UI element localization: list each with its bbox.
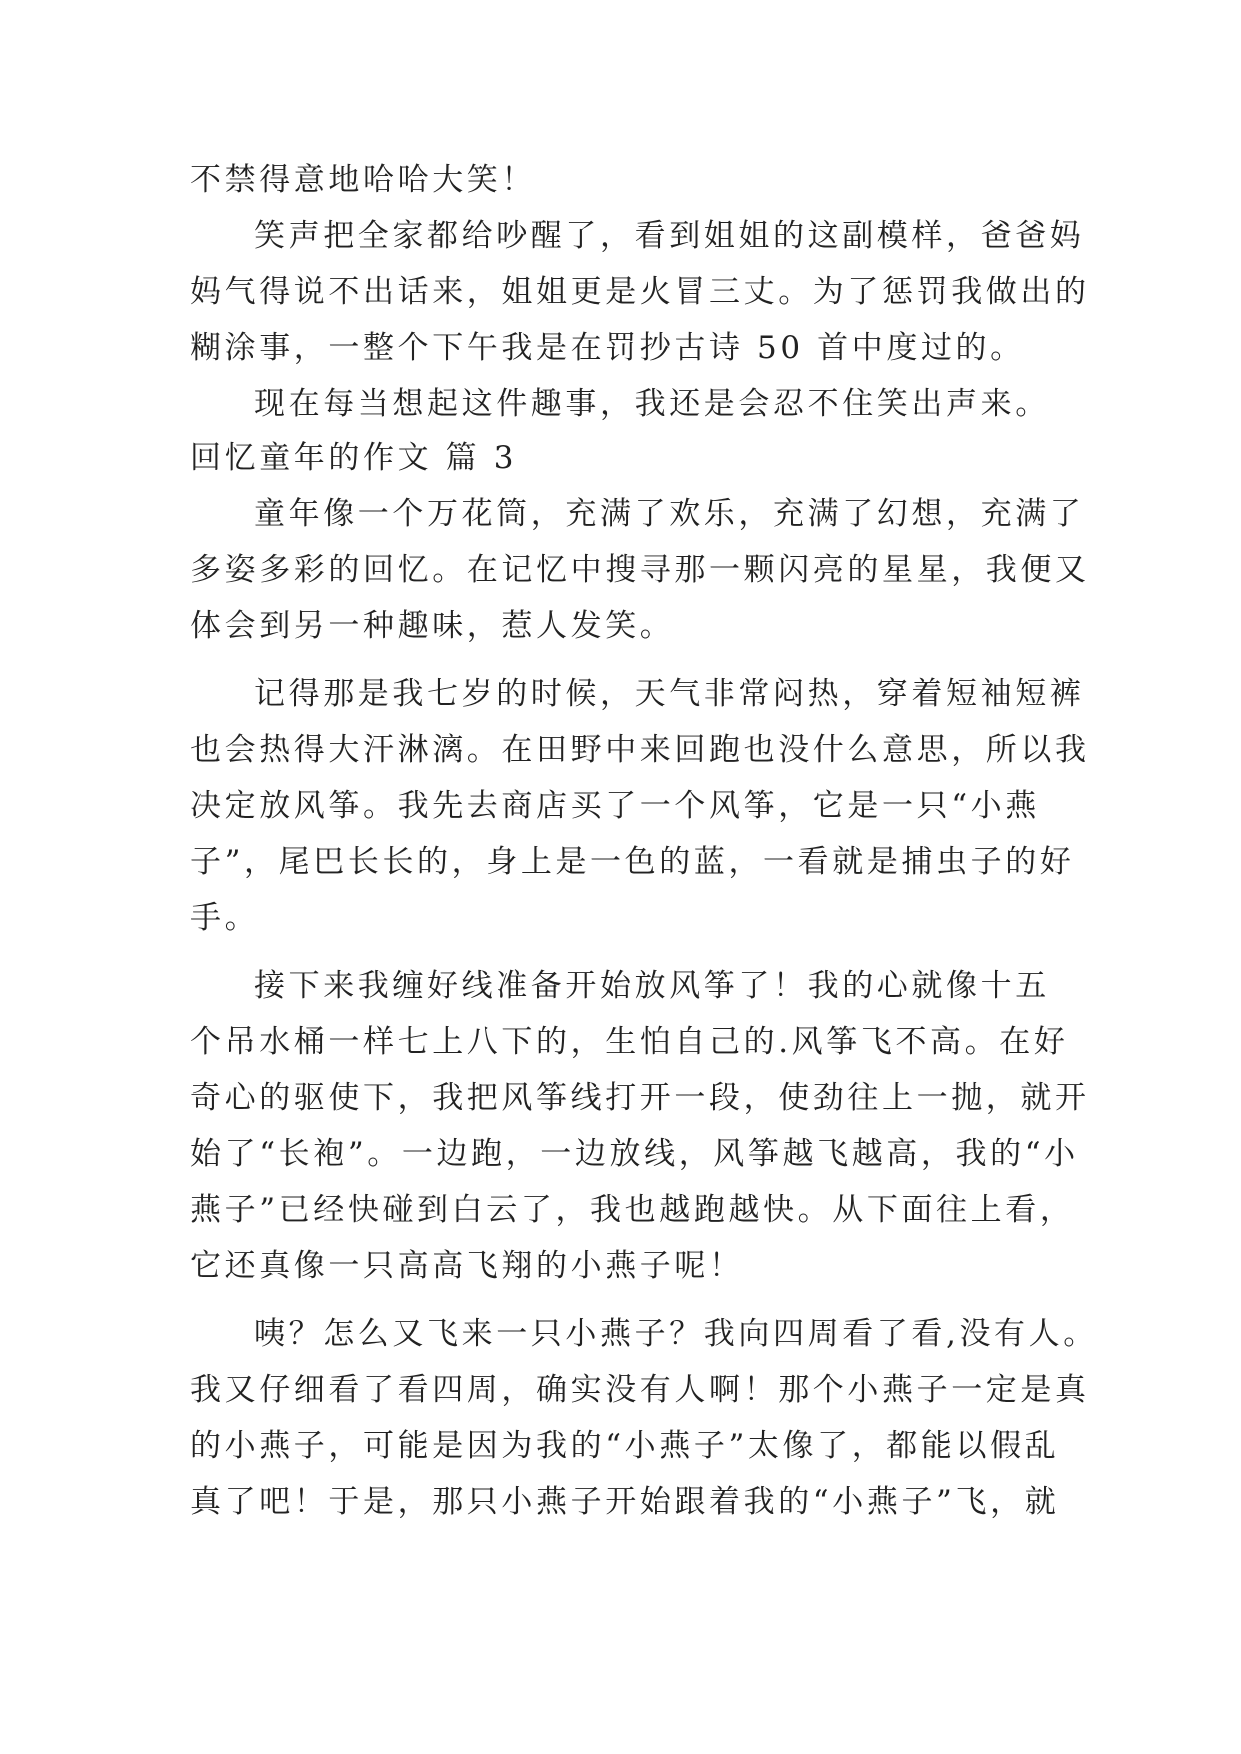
text-line: 始了“长袍”。一边跑，一边放线，风筝越飞越高，我的“小	[190, 1136, 1079, 1172]
text-line: 个吊水桶一样七上八下的，生怕自己的.风筝飞不高。在好	[190, 1024, 1069, 1060]
text-line: 记得那是我七岁的时候，天气非常闷热，穿着短袖短裤	[254, 676, 1085, 712]
text-line: 糊涂事，一整个下午我是在罚抄古诗 50 首中度过的。	[190, 330, 1025, 366]
text-line: 多姿多彩的回忆。在记忆中搜寻那一颗闪亮的星星，我便又	[190, 552, 1090, 588]
text-line: 体会到另一种趣味，惹人发笑。	[190, 608, 675, 644]
text-line: 咦？怎么又飞来一只小燕子？我向四周看了看,没有人。	[254, 1316, 1098, 1352]
text-line: 不禁得意地哈哈大笑！	[190, 162, 536, 198]
text-line: 奇心的驱使下，我把风筝线打开一段，使劲往上一抛，就开	[190, 1080, 1090, 1116]
text-line: 我又仔细看了看四周，确实没有人啊！那个小燕子一定是真	[190, 1372, 1090, 1408]
text-line: 子”，尾巴长长的，身上是一色的蓝，一看就是捕虫子的好	[190, 844, 1075, 880]
text-line: 燕子”已经快碰到白云了，我也越跑越快。从下面往上看，	[190, 1192, 1075, 1228]
text-line: 笑声把全家都给吵醒了，看到姐姐的这副模样，爸爸妈	[254, 218, 1085, 254]
text-line: 童年像一个万花筒，充满了欢乐，充满了幻想，充满了	[254, 496, 1085, 532]
text-line: 现在每当想起这件趣事，我还是会忍不住笑出声来。	[254, 386, 1050, 422]
text-line: 真了吧！于是，那只小燕子开始跟着我的“小燕子”飞，就	[190, 1484, 1060, 1520]
text-line: 接下来我缠好线准备开始放风筝了！我的心就像十五	[254, 968, 1050, 1004]
text-line: 它还真像一只高高飞翔的小燕子呢！	[190, 1248, 744, 1284]
text-line: 也会热得大汗淋漓。在田野中来回跑也没什么意思，所以我	[190, 732, 1090, 768]
section-heading: 回忆童年的作文 篇 3	[190, 440, 518, 476]
text-line: 妈气得说不出话来，姐姐更是火冒三丈。为了惩罚我做出的	[190, 274, 1090, 310]
text-line: 手。	[190, 900, 260, 936]
text-line: 决定放风筝。我先去商店买了一个风筝，它是一只“小燕	[190, 788, 1040, 824]
text-line: 的小燕子，可能是因为我的“小燕子”太像了，都能以假乱	[190, 1428, 1060, 1464]
